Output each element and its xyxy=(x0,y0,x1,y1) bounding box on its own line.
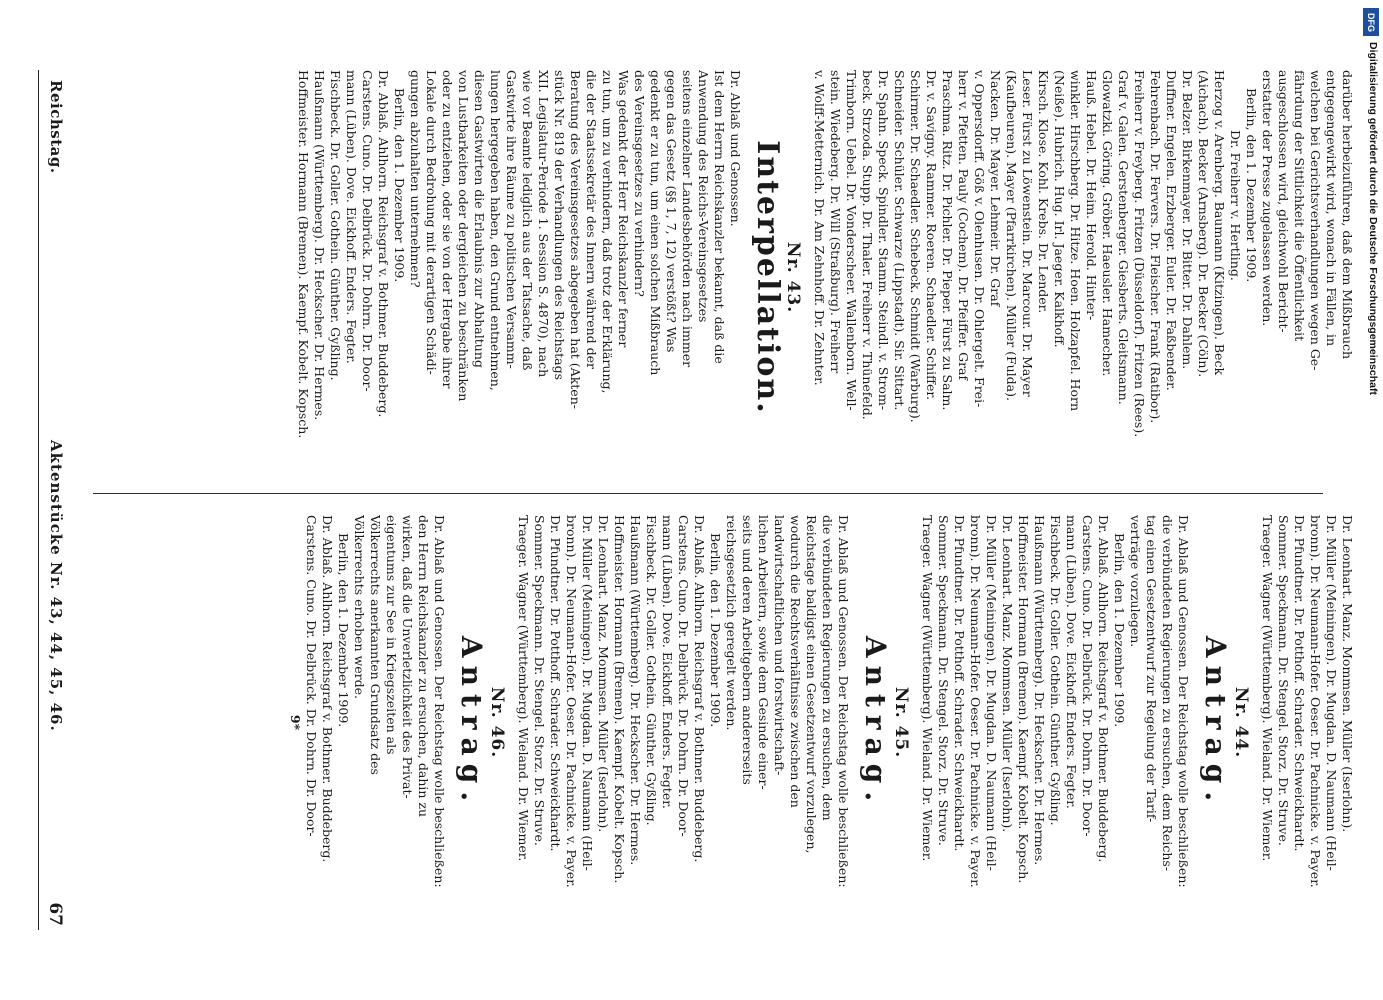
body-line: Dr. Ablaß und Genossen. Der Reichstag wolle beschließen: xyxy=(1176,515,1191,888)
column-divider xyxy=(93,493,1323,494)
signer-line: Glowatzki. Göring. Gröber. Haeusler. Hamecher. xyxy=(1100,70,1115,377)
body-line: seits und deren Arbeitgebern andererseits xyxy=(740,515,755,785)
signer-line: Hoffmeister. Hormann (Bremen). Kaempf. Kobelt. Kopsch. xyxy=(1016,515,1031,884)
signer-line: Carstens. Cuno. Dr. Delbrück. Dr. Dohrn. Dr. Door- xyxy=(676,515,691,837)
body-line: die verbündeten Regierungen zu ersuchen, dem Reichs- xyxy=(1160,515,1175,872)
signer-line: Hauß. Hebel. Dr. Heim. Herold. Hinter- xyxy=(1084,70,1099,321)
header-left: Reichstag. xyxy=(47,80,65,174)
signer-line: Nacken. Dr. Mayer. Lehmeir. Dr. Graf xyxy=(988,70,1003,307)
signer-line: bronn). Dr. Neumann-Hofer. Oeser. Dr. Pachnicke. v. Payer. xyxy=(1308,515,1323,888)
antrag-45-signers xyxy=(515,515,707,930)
body-line: wie vor Beamte lediglich aus der Tatsache, daß xyxy=(520,70,535,371)
section-title-antrag-46: Antrag. xyxy=(455,635,488,810)
signer-line: Dr. Pfundtner. Dr. Potthoff. Schrader. Schweickhardt. xyxy=(1292,515,1307,852)
section-title-antrag-45: Antrag. xyxy=(859,635,892,810)
signer-line: Leser. Fürst zu Löwenstein. Dr. Marcour. Dr. Mayer xyxy=(1020,70,1035,397)
signer-line: Schneider. Schüler. Schwarze (Lippstadt). Sir. Sittart. xyxy=(892,70,907,411)
signer-line: Dr. Müller (Meiningen). Dr. Mugdan. D. Naumann (Heil- xyxy=(984,515,999,871)
text-line: fährdung der Sittlichkeit die Öffentlichkeit xyxy=(1292,70,1307,342)
signer-line: Dr. Ablaß. Ahlhorn. Reichsgraf v. Bothmer. Buddeberg. xyxy=(376,70,391,418)
body-line: gungen abzuhalten unternehmen? xyxy=(408,70,423,288)
body-line: die der Staatssekretär des Innern während der xyxy=(584,70,599,370)
body-line: Völkerrechts erhoben werde. xyxy=(352,515,367,700)
body-line: tag einen Gesetzentwurf zur Regelung der Tarif- xyxy=(1144,515,1159,823)
body-line: Lokale durch Bedrohung mit derartigen Schädi- xyxy=(424,70,439,375)
header-center: Aktenstücke Nr. 43, 44, 45, 46. xyxy=(47,440,65,732)
signer-line: Sommer. Speckmann. Dr. Stengel. Storz. Dr. Struve. xyxy=(936,515,951,846)
signer-line: Dr. Pfundtner. Dr. Potthoff. Schrader. Schweickhardt. xyxy=(952,515,967,852)
signer-line: Freiherr v. Freyberg. Fritzen (Düsseldorf). Fritzen (Rees). xyxy=(1132,70,1147,438)
running-header xyxy=(38,70,65,930)
body-line: wodurch die Rechtsverhältnisse zwischen den xyxy=(788,515,803,808)
signer-line: (Kaufbeuren). Mayer (Pfarrkirchen). Müller (Fulda). xyxy=(1004,70,1019,401)
signer-line: Dr. Leonhart. Manz. Mommsen. Müller (Iserlohn). xyxy=(596,515,611,833)
signer-line: mann (Lüben). Dove. Eickhoff. Enders. Fegter. xyxy=(344,70,359,364)
date-line: Berlin, den 1. Dezember 1909. xyxy=(1244,88,1259,283)
body-line: gedenkt er zu tun, um einen solchen Mißbrauch xyxy=(648,70,663,376)
signer-line: Sommer. Speckmann. Dr. Stengel. Storz. Dr. Struve. xyxy=(1276,515,1291,846)
date-line-2: Berlin, den 1. Dezember 1909. xyxy=(392,88,407,283)
date-line-44: Berlin, den 1. Dezember 1909. xyxy=(1112,533,1127,728)
signer-line: Dr. Müller (Meiningen). Dr. Mugdan. D. Naumann (Heil- xyxy=(1324,515,1339,871)
text-line: ausgeschlossen wird, gleichwohl Bericht- xyxy=(1276,70,1291,333)
signer-line: Fischbeck. Dr. Goller. Gothein. Günther. Gyßling. xyxy=(328,70,343,381)
body-line: lichen Arbeitern, sowie dem Gesinde einer- xyxy=(756,515,771,790)
signer-line: Haußmann (Württemberg). Dr. Heckscher. Dr. Hermes. xyxy=(1032,515,1047,866)
signer-line: Traeger. Wagner (Württemberg). Wieland. Dr. Wiemer. xyxy=(516,515,531,862)
body-line: Dr. Ablaß und Genossen. Der Reichstag wolle beschließen: xyxy=(836,515,851,888)
signer-line: winkler. Hirschberg. Dr. Hitze. Hoen. Holzapfel. Horn xyxy=(1068,70,1083,412)
body-line: des Vereinsgesetzes zu verhindern? xyxy=(632,70,647,297)
body-line: Völkerrechts anerkannten Grundsatz des xyxy=(368,515,383,775)
signer-line: Traeger. Wagner (Württemberg). Wieland. Dr. Wiemer. xyxy=(920,515,935,862)
page-number: 67 xyxy=(45,902,65,926)
signer-line: Fischbeck. Dr. Goller. Gothein. Günther. Gyßling. xyxy=(644,515,659,826)
section-title-interpellation: Interpellation. xyxy=(750,140,785,415)
section-title-antrag-44: Antrag. xyxy=(1199,635,1232,810)
body-line: von Lustbarkeiten oder dergleichen zu beschränken xyxy=(456,70,471,402)
signer-line: mann (Lüben). Dove. Eickhoff. Enders. Fegter. xyxy=(660,515,675,809)
signer-line: Haußmann (Württemberg). Dr. Heckscher. Dr. Hermes. xyxy=(628,515,643,866)
antrag-44-body xyxy=(1127,515,1191,930)
section-number-45: Nr. 45. xyxy=(891,686,911,759)
dfg-logo-icon: DFG xyxy=(1363,8,1379,36)
digitization-credit xyxy=(1363,8,1381,992)
body-line: reichsgesetzlich geregelt werden. xyxy=(724,515,739,731)
signer-line: v. Wolff-Metternich. Dr. Am Zehnhoff. Dr. Zehnter. xyxy=(812,70,827,386)
section-number-46: Nr. 46. xyxy=(487,686,507,759)
signer-line: Duffner. Engelen. Erzberger. Euler. Dr. Faßbender. xyxy=(1164,70,1179,391)
signer-line: Sommer. Speckmann. Dr. Stengel. Storz. Dr. Struve. xyxy=(532,515,547,846)
right-column xyxy=(65,515,1355,930)
body-line: Dr. Ablaß und Genossen. Der Reichstag wolle beschließen: xyxy=(432,515,447,888)
section-number-43: Nr. 43. xyxy=(783,241,803,314)
signer-line: Traeger. Wagner (Württemberg). Wieland. Dr. Wiemer. xyxy=(1260,515,1275,862)
signer-line: mann (Lüben). Dove. Eickhoff. Enders. Fegter. xyxy=(1064,515,1079,809)
body-line: diesen Gastwirten die Erlaubnis zur Abhaltung xyxy=(472,70,487,368)
signer-line: Haußmann (Württemberg). Dr. Heckscher. Dr. Hermes. xyxy=(312,70,327,421)
mover-line: Dr. Ablaß und Genossen. xyxy=(728,70,743,227)
body-line: Ist dem Herrn Reichskanzler bekannt, daß die xyxy=(712,70,727,364)
signer-line: Dr. Ablaß. Ahlhorn. Reichsgraf v. Bothmer. Buddeberg. xyxy=(692,515,707,863)
body-line: lungen hergegeben haben, den Grund entnehmen, xyxy=(488,70,503,391)
signer-line: Schirmer. Dr. Schaedler. Schebeck. Schmidt (Warburg). xyxy=(908,70,923,423)
body-line: eigentums zur See in Kriegszeiten als xyxy=(384,515,399,755)
antrag-46-body xyxy=(351,515,447,930)
body-line: verträge vorzulegen. xyxy=(1128,515,1143,648)
continued-signers xyxy=(1259,515,1355,930)
signer-line: Graf v. Galen. Gerstenberger. Giesberts. Gleitsmann. xyxy=(1116,70,1131,405)
signer-line: Carstens. Cuno. Dr. Delbrück. Dr. Dohrn. Dr. Door- xyxy=(360,70,375,392)
signer-line: v. Oppersdorff. Göß v. Olenhusen. Dr. Ohlergelt. Frei- xyxy=(972,70,987,408)
signer-line: Herzog v. Arenberg. Baumann (Kitzingen). Beck xyxy=(1212,70,1227,376)
body-line: oder zu entziehen, oder sie von der Hergabe ihrer xyxy=(440,70,455,389)
signer-line: Fehrenbach. Dr. Fervers. Dr. Fleischer. Frank (Ratibor). xyxy=(1148,70,1163,424)
signer-line: Hoffmeister. Hormann (Bremen). Kaempf. Kobelt. Kopsch. xyxy=(296,70,311,439)
signer-line: Carstens. Cuno. Dr. Delbrück. Dr. Dohrn. Dr. Door- xyxy=(304,515,319,837)
date-line-46: Berlin, den 1. Dezember 1909. xyxy=(336,533,351,728)
signer-line: Dr. Müller (Meiningen). Dr. Mugdan. D. Naumann (Heil- xyxy=(580,515,595,871)
signer-line: Dr. Spahn. Speck. Spindler. Stamm. Steindl. v. Strom- xyxy=(876,70,891,411)
signer-line: Kirsch. Klose. Kohl. Krebs. Dr. Lender. xyxy=(1036,70,1051,314)
body-line: wirken, daß die Unverletzlichkeit des Privat- xyxy=(400,515,415,799)
signer-line: Dr. Ablaß. Ahlhorn. Reichsgraf v. Bothmer. Buddeberg. xyxy=(1096,515,1111,863)
body-line: landwirtschaftlichen und forstwirtschaft- xyxy=(772,515,787,776)
interpellation-body xyxy=(407,70,727,485)
signers-list-2 xyxy=(295,70,391,485)
text-line: welchen bei Gerichtsverhandlungen wegen Ge- xyxy=(1308,70,1323,371)
signer-line: herr v. Pfetten. Pauly (Cochem). Dr. Pfeiffer. Graf xyxy=(956,70,971,381)
body-line: XII. Legislatur-Periode 1. Session S. 4870), nach xyxy=(536,70,551,378)
body-line: Reichstage baldigst einen Gesetzentwurf vorzulegen, xyxy=(804,515,819,854)
section-number-44: Nr. 44. xyxy=(1231,686,1251,759)
body-line: Beratung des Vereinsgesetzes abgegeben hat (Akten- xyxy=(568,70,583,409)
signer-line: beck. Strzoda. Stupp. Dr. Thaler. Freiherr v. Thünefeld. xyxy=(860,70,875,420)
signer-line: Dr. v. Savigny. Rammer. Roeren. Schaedler. Schiffer. xyxy=(924,70,939,400)
text-line: entgegengewirkt wird, wonach in Fällen, in xyxy=(1324,70,1339,347)
signer-line: Carstens. Cuno. Dr. Delbrück. Dr. Dohrn. Dr. Door- xyxy=(1080,515,1095,837)
text-line: erstatter der Presse zugelassen werden. xyxy=(1260,70,1275,327)
signer-line: (Neiße). Hubrich. Hug. Irl. Jaeger. Kalkhoff. xyxy=(1052,70,1067,348)
antrag-45-body xyxy=(723,515,851,930)
credit-text: Digitalisierung gefördert durch die Deutsche Forschungsgemeinschaft xyxy=(1367,42,1379,395)
body-line: den Herrn Reichskanzler zu ersuchen, dahin zu xyxy=(416,515,431,818)
antrag-46-signers xyxy=(303,515,335,930)
signer-line: Dr. Ablaß. Ahlhorn. Reichsgraf v. Bothmer. Buddeberg. xyxy=(320,515,335,863)
signer-line: Dr. Leonhart. Manz. Mommsen. Müller (Iserlohn). xyxy=(1000,515,1015,833)
signer-line: (Aichach). Becker (Arnsberg). Dr. Becker (Cöln). xyxy=(1196,70,1211,378)
body-line: zu tun, um zu verhindern, daß trotz der Erklärung, xyxy=(600,70,615,394)
signer-line: Trimborn. Uebel. Dr. Vonderscheer. Wallenborn. Well- xyxy=(844,70,859,411)
text-line: darüber herbeizuführen, daß dem Mißbrauch xyxy=(1340,70,1355,360)
antrag-44-signers xyxy=(919,515,1111,930)
signer-line: Dr. Belzer. Birkenmayer. Dr. Bitter. Dr. Dahlem. xyxy=(1180,70,1195,370)
intro-paragraph xyxy=(1259,70,1355,485)
signer-line: bronn). Dr. Neumann-Hofer. Oeser. Dr. Pachnicke. v. Payer. xyxy=(968,515,983,888)
body-line: seitens einzelner Landesbehörden nach immer xyxy=(680,70,695,368)
signers-list xyxy=(811,70,1227,485)
signer-head: Dr. Freiherr v. Hertling. xyxy=(1228,130,1243,281)
body-line: Was gedenkt der Herr Reichskanzler ferner xyxy=(616,70,631,348)
signer-line: Dr. Leonhart. Manz. Mommsen. Müller (Iserlohn). xyxy=(1340,515,1355,833)
signer-line: Praschma. Ritz. Dr. Pichler. Dr. Pieper. Fürst zu Salm. xyxy=(940,70,955,411)
signer-line: Dr. Pfundtner. Dr. Potthoff. Schrader. Schweickhardt. xyxy=(548,515,563,852)
body-line: stück Nr. 819 der Verhandlungen des Reichstags xyxy=(552,70,567,380)
signer-line: Fischbeck. Dr. Goller. Gothein. Günther. Gyßling. xyxy=(1048,515,1063,826)
date-line-45: Berlin, den 1. Dezember 1909. xyxy=(708,533,723,728)
body-line: Anwendung des Reichs-Vereinsgesetzes xyxy=(696,70,711,323)
footnote-mark: 9* xyxy=(288,714,303,731)
signer-line: bronn). Dr. Neumann-Hofer. Oeser. Dr. Pachnicke. v. Payer. xyxy=(564,515,579,888)
signer-line: Hoffmeister. Hormann (Bremen). Kaempf. Kobelt. Kopsch. xyxy=(612,515,627,884)
body-line: gegen das Gesetz (§§ 1, 7, 12) verstößt? Was xyxy=(664,70,679,353)
signer-line: stein. Wiedeberg. Dr. Will (Straßburg). Freiherr xyxy=(828,70,843,374)
left-column xyxy=(65,70,1355,485)
body-line: die verbündeten Regierungen zu ersuchen, dem xyxy=(820,515,835,821)
body-line: Gastwirte ihre Räume zu politischen Versamm- xyxy=(504,70,519,369)
